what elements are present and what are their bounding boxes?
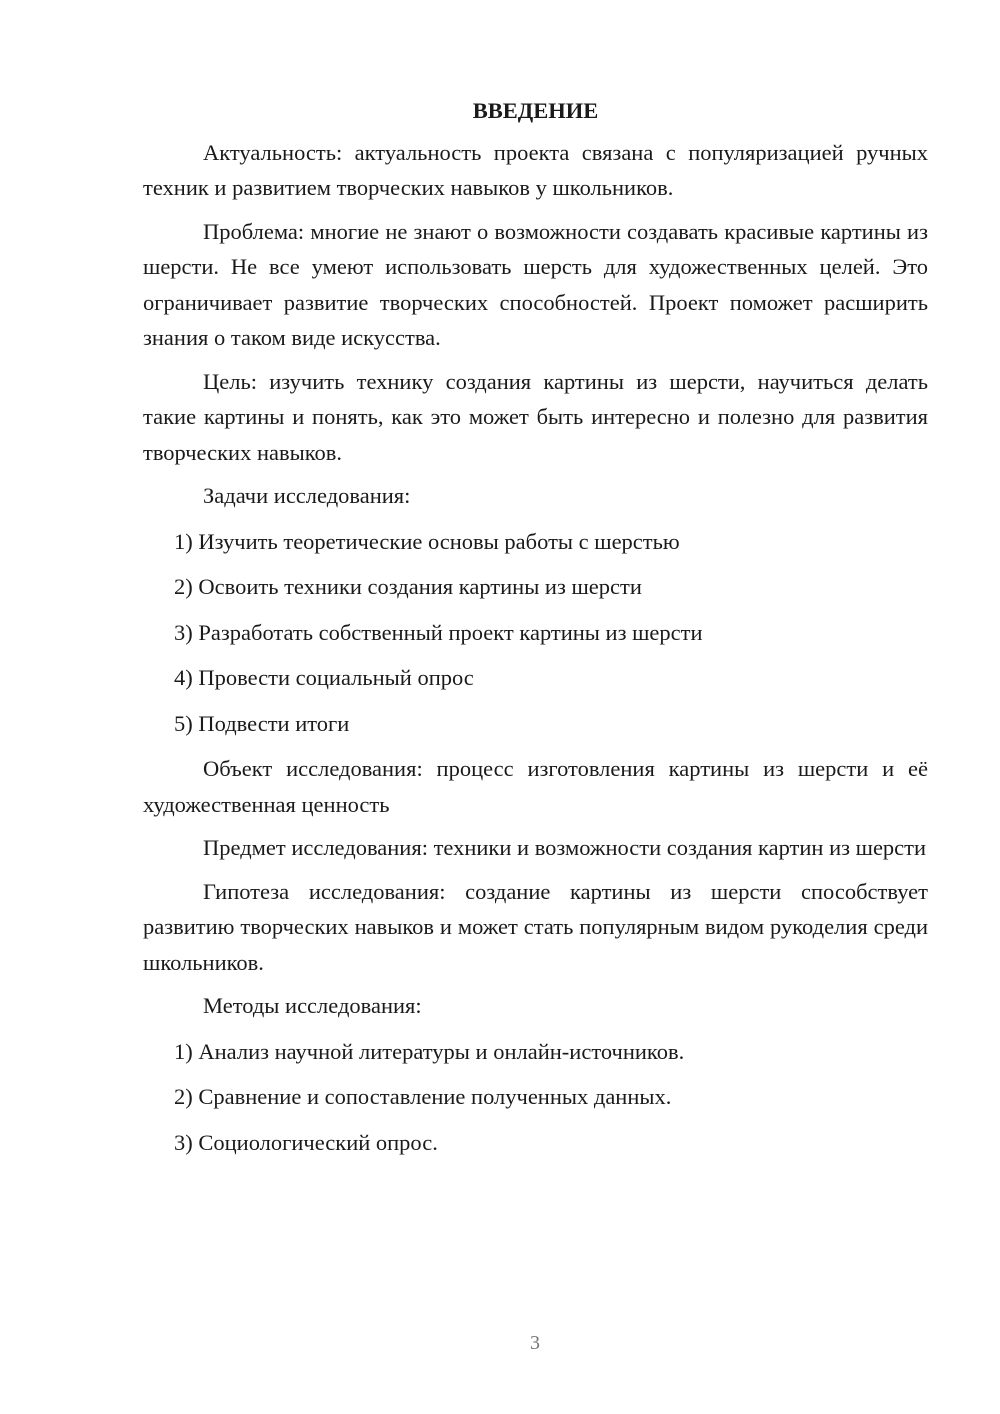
- goal-paragraph: Цель: изучить технику создания картины из шерсти, научиться делать такие картины и понять, как это может быть интересно и полезно для развития творческих навыков.: [143, 368, 928, 465]
- method-item: 2) Сравнение и сопоставление полученных данных.: [174, 1084, 672, 1109]
- object-paragraph: Объект исследования: процесс изготовления картины из шерсти и её художественная ценность: [143, 756, 928, 817]
- methods-heading: Методы исследования:: [203, 993, 422, 1018]
- subject-paragraph: Предмет исследования: техники и возможности создания картин из шерсти: [203, 835, 927, 860]
- method-item: 1) Анализ научной литературы и онлайн-источников.: [174, 1038, 685, 1064]
- tasks-heading: Задачи исследования:: [203, 483, 411, 508]
- relevance-paragraph: Актуальность: актуальность проекта связана с популяризацией ручных техник и развитием творческих навыков у школьников.: [143, 139, 928, 200]
- task-item: 4) Провести социальный опрос: [174, 665, 474, 690]
- document-body: [143, 93, 928, 1170]
- task-item: 3) Разработать собственный проект картины из шерсти: [174, 619, 703, 645]
- page-number: 3: [530, 1332, 540, 1354]
- hypothesis-paragraph: Гипотеза исследования: создание картины из шерсти способствует развитию творческих навыков и может стать популярным видом рукоделия среди школьников.: [143, 878, 928, 975]
- task-item: 2) Освоить техники создания картины из шерсти: [174, 574, 642, 599]
- method-item: 3) Социологический опрос.: [174, 1129, 438, 1155]
- task-item: 1) Изучить теоретические основы работы с шерстью: [174, 528, 680, 554]
- problem-paragraph: Проблема: многие не знают о возможности создавать красивые картины из шерсти. Не все умеют использовать шерсть для художественных целей. Это ограничивает развитие творческих способностей. Проект поможет расширить знания о таком виде искусства.: [143, 218, 928, 350]
- section-title: ВВЕДЕНИЕ: [472, 98, 599, 123]
- task-item: 5) Подвести итоги: [174, 710, 350, 736]
